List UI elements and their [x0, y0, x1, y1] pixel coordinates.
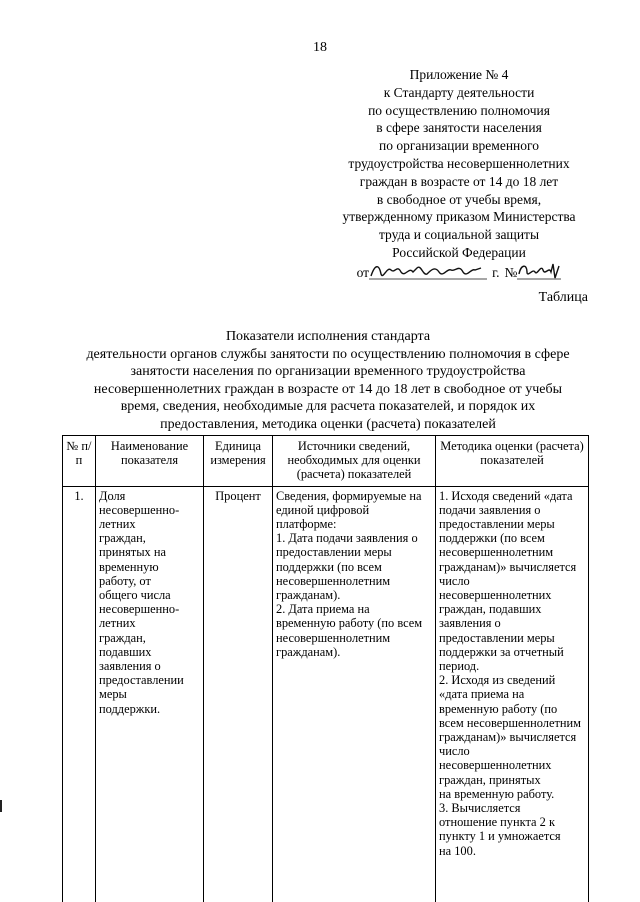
appendix-line: по организации временного — [378, 138, 539, 154]
table-label: Таблица — [538, 290, 588, 305]
heading-line: деятельности органов службы занятости по осуществлению полномочия в сфере — [86, 346, 570, 362]
header-method: Методика оценки (расчета) показателей — [436, 436, 589, 487]
heading-line: время, сведения, необходимые для расчета показателей, и порядок их — [120, 399, 536, 415]
appendix-line: граждан в возрасте от 14 до 18 лет — [359, 173, 559, 189]
cell-method: 1. Исходя сведений «дата подачи заявления о предоставлении меры поддержки (по всем несовершеннолетним гражданам)» вычисляется число несовершеннолетних граждан, подавших заявления о предоставлении меры поддержки за отчетный период. 2. Исходя из сведений «дата приема на временную работу (по всем несовершеннолетним гражданам)» вычисляется число несовершеннолетних граждан, принятых на временную работу. 3. Вычисляется отношение пункта 2 к пункту 1 и умножается на 100. — [436, 486, 589, 902]
appendix-line: утвержденному приказом Министерства — [342, 209, 576, 225]
order-date-number-line — [300, 262, 618, 282]
handwritten-order-number — [517, 260, 561, 282]
appendix-line: Приложение № 4 — [409, 67, 509, 82]
header-unit: Единица измерения — [204, 436, 273, 487]
table-header-row — [63, 436, 589, 487]
table-row — [63, 486, 589, 902]
cell-indicator-name: Доля несовершенно- летних граждан, принятых на временную работу, от общего числа несовершенно- летних граждан, подавших заявления о предоставлении меры поддержки. — [96, 486, 204, 902]
appendix-line: Российской Федерации — [392, 244, 526, 260]
cell-number: 1. — [63, 486, 96, 902]
heading-line: несовершеннолетних граждан в возрасте от 14 до 18 лет в свободное от учебы — [93, 381, 563, 397]
appendix-line: к Стандарту деятельности — [383, 84, 535, 100]
page-number: 18 — [313, 40, 327, 55]
appendix-line: в свободное от учебы время, — [376, 191, 542, 207]
date-prefix: от — [356, 264, 370, 280]
appendix-line: трудоустройства несовершеннолетних — [348, 155, 570, 171]
header-sources: Источники сведений, необходимых для оценки (расчета) показателей — [273, 436, 436, 487]
header-number: № п/п — [63, 436, 96, 487]
heading-line: предоставления, методика оценки (расчета) показателей — [160, 416, 496, 432]
header-indicator-name: Наименование показателя — [96, 436, 204, 487]
appendix-line: по осуществлению полномочия — [368, 102, 550, 118]
heading-line: Показатели исполнения стандарта — [225, 329, 431, 344]
number-prefix: № — [504, 264, 518, 280]
heading-line: занятости населения по организации временного трудоустройства — [130, 364, 526, 380]
appendix-line: труда и социальной защиты — [378, 227, 540, 243]
cell-unit: Процент — [204, 486, 273, 902]
appendix-header — [300, 66, 618, 282]
cell-sources: Сведения, формируемые на единой цифровой платформе: 1. Дата подачи заявления о предоставлении меры поддержки (по всем несовершеннолетним гражданам). 2. Дата приема на временную работу (по всем несовершеннолетним гражданам). — [273, 486, 436, 902]
year-suffix: г. — [492, 264, 500, 280]
scan-artifact — [0, 800, 2, 812]
indicators-table — [62, 435, 589, 902]
table-heading — [40, 328, 616, 434]
appendix-line: в сфере занятости населения — [376, 120, 542, 136]
handwritten-date — [369, 260, 489, 282]
